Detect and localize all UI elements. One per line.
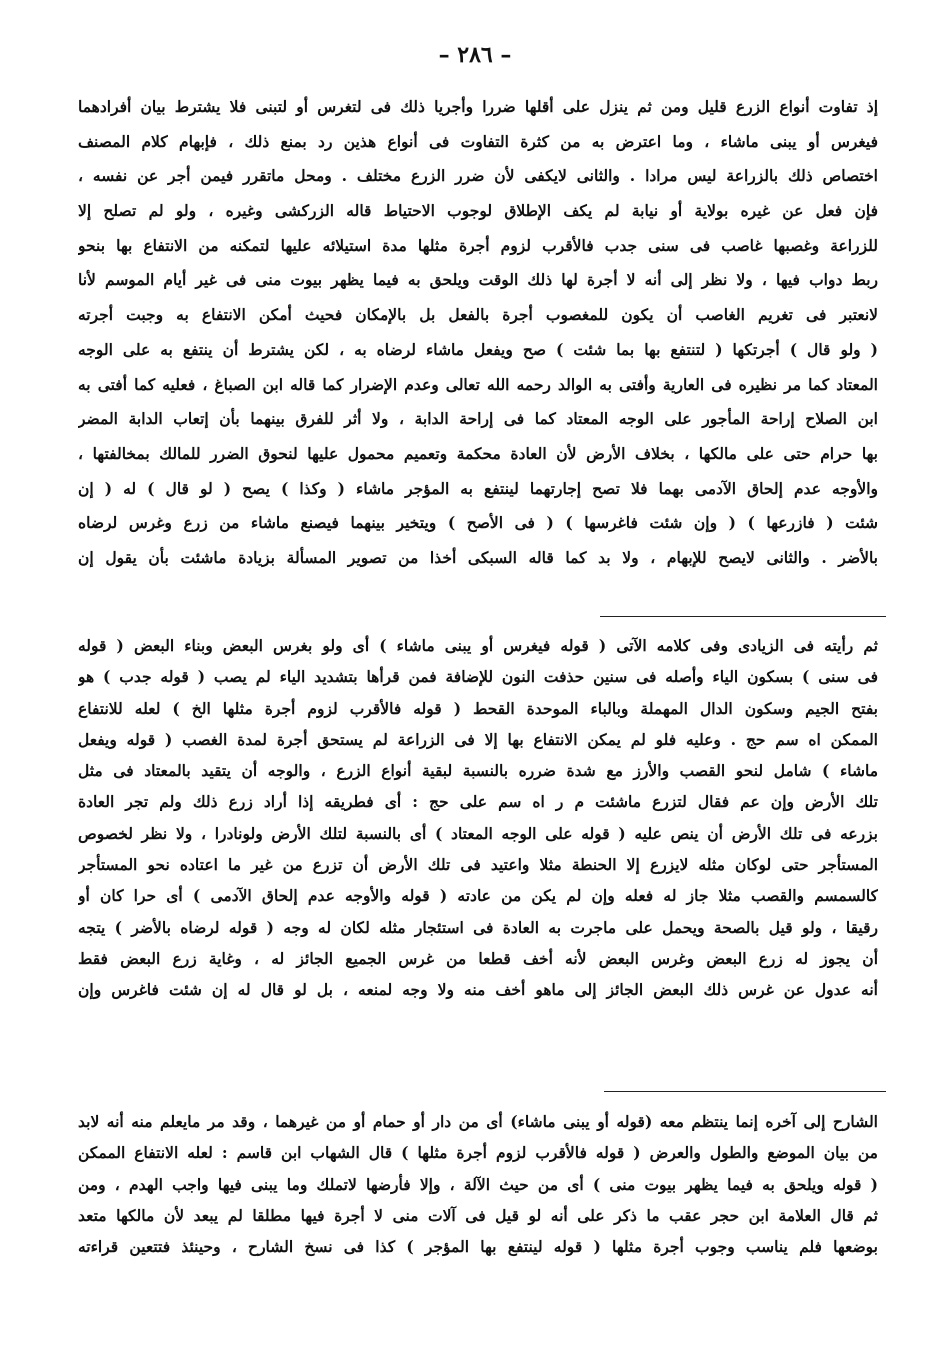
footnote-line: ثم قال العلامة ابن حجر عقب ما ذكر على أنه لو قيل فى آلات منى لا أجرة فيها مطلقا لم يبعد لأن مالكها متعد bbox=[78, 1205, 878, 1225]
main-text-line: ابن الصلاح إراحة المأجور على الوجه المعتاد كما فى إراحة الدابة ، ولا أثر للفرق بينهما بأن إتعاب الدابة المضر bbox=[78, 409, 878, 429]
main-text-line: اختصاص ذلك بالزراعة ليس مرادا . والثانى لايكفى لأن ضرر الزرع مختلف . ومحل ماتقرر فيمن أجر عن نفسه ، bbox=[78, 166, 878, 186]
footnote-line: رقيقا ، ولو قيل بالصحة ويحمل على ماجرت به العادة فى استئجار مثله لكان له وجه ( قوله لرضاه بالأضر ) يتجه bbox=[78, 917, 878, 937]
footnote-line: من بيان الموضع والطول والعرض ( قوله فالأقرب لزوم أجرة مثلها ) قال الشهاب ابن قاسم : لعله الانتفاع الممكن bbox=[78, 1143, 878, 1163]
footnote-section-1 bbox=[78, 630, 878, 1006]
footnote-line: بفتح الجيم وسكون الدال المهملة وبالباء الموحدة القحط ( قوله فالأقرب لزوم أجرة مثلها الخ ) لعله للانتفاع bbox=[78, 698, 878, 718]
main-text-line: إذ تفاوت أنواع الزرع قليل ومن ثم ينزل على أقلها ضررا وأجريا ذلك فى لتغرس أو لتبنى فلا يشترط بيان أفرادهما bbox=[78, 97, 878, 116]
footnote-line: تلك الأرض وإن عم فقال لتزرع ماشئت م ر اه سم على حج : أى فطريقه إذا أراد زرع ذلك ولم تجر العادة bbox=[78, 792, 878, 812]
main-text-line: للزراعة وغصبها غاصب فى سنى جدب فالأقرب لزوم أجرة مثلها مدة استيلائه عليها لتمكنه من الانتفاع بها بنحو bbox=[78, 235, 878, 255]
footnote-line: بوضعها فلم يناسب وجوب أجرة مثلها ( قوله لينتفع بها المؤجر ) كذا فى نسخ الشارح ، وحينئذ فتتعين قراءته bbox=[78, 1237, 878, 1257]
footnote-line: فى سنى ) بسكون الياء وأصله فى سنين حذفت النون للإضافة فمن قرأها بتشديد الياء لم يصب ( قوله جدب ) هو bbox=[78, 667, 878, 687]
footnote-line: المستأجر حتى لوكان مثله لايزرع إلا الحنطة مثلا واعتيد فى تلك الأرض أن تزرع من غير ما اعتاده نحو المستأجر bbox=[78, 855, 878, 875]
footnote-divider bbox=[604, 1091, 886, 1092]
main-text-line: فإن فعل عن غيره بولاية أو نيابة لم يكف الإطلاق لوجوب الاحتياط قاله الزركشى وغيره ، ولو لم تصلح إلا bbox=[78, 201, 878, 221]
footnote-line: ثم رأيته فى الزيادى وفى كلامه الآتى ( قوله فيغرس أو يبنى ماشاء ) أى ولو بغرس البعض وبناء البعض ( قوله bbox=[78, 636, 878, 655]
footnote-line: أن يجوز له زرع البعض وغرس البعض لأنه أخف قطعا من غرس الجميع الجائز له ، وغاية زرع البعض فقط bbox=[78, 948, 878, 968]
footnote-line: كالسمسم والقصب مثلا جاز له فعله وإن لم يكن من عادته ( قوله والأوجه عدم إلحاق الآدمى ) أى حرا كان أو bbox=[78, 886, 878, 906]
footnote-divider bbox=[600, 616, 886, 617]
main-text-line: والأوجه عدم إلحاق الآدمى بهما فلا تصح إجارتهما لينتفع به المؤجر ماشاء ( وكذا ) يصح ( لو قال ) له ( إن bbox=[78, 478, 878, 498]
main-text-line: فيغرس أو يبنى ماشاء ، وما اعترض به من كثرة التفاوت فى أنواع هذين رد بمنع ذلك ، فإبهام كلام المصنف bbox=[78, 131, 878, 151]
footnote-line: أنه عدول عن غرس ذلك البعض الجائز إلى ماهو أخف منه ولا وجه لمنعه ، بل لو قال له إن شئت فاغرس وإن bbox=[78, 980, 878, 1000]
page-number: – ٢٨٦ – bbox=[438, 42, 512, 68]
main-text-line: المعتاد كما مر نظيره فى العارية وأفتى به الوالد رحمه الله تعالى وعدم الإضرار كما قاله ابن الصباغ ، فعليه كما أفتى به bbox=[78, 374, 878, 394]
footnote-line: ( قوله ويلحق به فيما يظهر بيوت منى ) أى من حيث الآلة ، وإلا فأرضها لاتملك وما يبنى فيها واجب الهدم ، ومن bbox=[78, 1174, 878, 1194]
main-text-line: ربط دواب فيها ، ولا نظر إلى أنه لا أجرة لها ذلك الوقت ويلحق به فيما يظهر بيوت منى فى غير أيام الموسم لأنا bbox=[78, 270, 878, 290]
footnote-section-2 bbox=[78, 1106, 878, 1262]
main-text-line: ( ولو قال ) أجرتكها ( لتنتفع بها بما شئت ) صح ويفعل ماشاء لرضاه به ، لكن يشترط أن ينتفع به على الوجه bbox=[78, 339, 878, 359]
footnote-line: الشارح إلى آخره إنما ينتظم معه (قوله أو يبنى ماشاء) أى من دار أو حمام أو من غيرهما ، وقد مر مايعلم منه أنه لابد bbox=[78, 1112, 878, 1131]
main-text bbox=[78, 90, 878, 576]
footnote-line: ماشاء ) شامل لنحو القصب والأرز مع شدة ضرره بالنسبة لبقية أنواع الزرع ، والوجه أن يتقيد بالمعتاد فى مثل bbox=[78, 761, 878, 781]
main-text-line: بالأضر . والثانى لايصح للإبهام ، ولا بد كما قاله السبكى أخذا من تصوير المسألة بزيادة ماشئت بأن يقول إن bbox=[78, 547, 878, 567]
main-text-line: لانعتبر فى تغريم الغاصب أن يكون للمغصوب أجرة بالفعل بل بالإمكان فحيث أمكن الانتفاع به وجبت أجرته bbox=[78, 305, 878, 325]
footnote-line: بزرعه فى تلك الأرض أن ينص عليه ( قوله على الوجه المعتاد ) أى بالنسبة لتلك الأرض ولونادرا ، ولا نظر لخصوص bbox=[78, 823, 878, 843]
footnote-line: الممكن اه سم حج . وعليه فلو لم يمكن الانتفاع بها إلا فى الزراعة لم يستحق أجرة لمدة الغصب ( قوله ويفعل bbox=[78, 729, 878, 749]
main-text-line: شئت ( فازرعها ) ( وإن شئت فاغرسها ) ( فى الأصح ) ويتخير بينهما فيصنع ماشاء من زرع وغرس لرضاه bbox=[78, 513, 878, 533]
main-text-line: بها حرام حتى على مالكها ، بخلاف الأرض لأن العادة محكمة وتعميم محمول عليها لنحوق الضرر للمالك بمخالفتها ، bbox=[78, 443, 878, 463]
